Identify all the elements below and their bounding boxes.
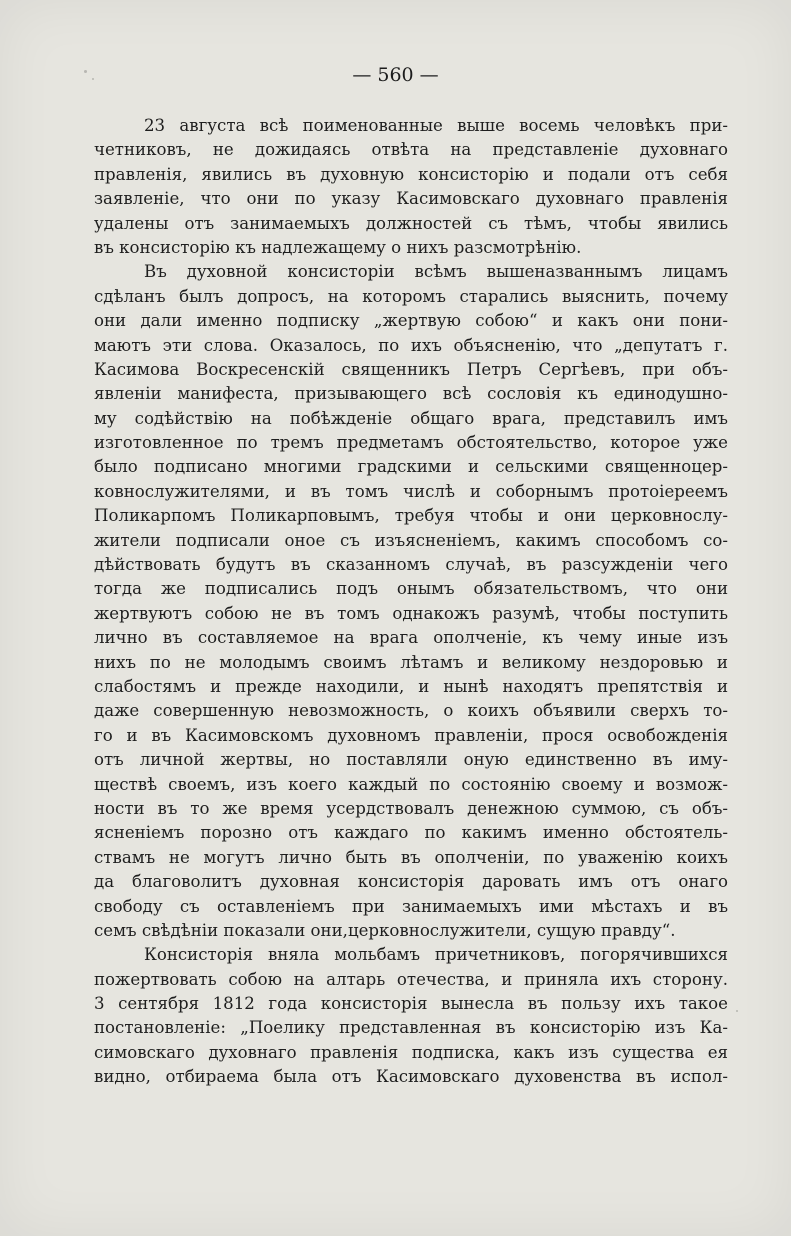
body-text <box>94 114 728 1090</box>
text-line: было подписано многими градскими и сельскими священноцер- <box>94 457 728 477</box>
text-line: ществѣ своемъ, изъ коего каждый по состоянію своему и возмож- <box>94 774 728 794</box>
text-line: постановленіе: „Поелику представленная въ консисторію изъ Ка- <box>94 1018 728 1038</box>
text-line: правленія, явились въ духовную консисторію и подали отъ себя <box>94 164 728 184</box>
paper-speck <box>736 1010 738 1012</box>
paragraph <box>94 943 728 1089</box>
text-line: отъ личной жертвы, но поставляли оную единственно въ иму- <box>94 750 728 770</box>
text-line: пожертвовать собою на алтарь отечества, и приняла ихъ сторону. <box>94 969 728 989</box>
text-line: Касимова Воскресенскій священникъ Петръ Сергѣевъ, при объ- <box>94 359 728 379</box>
text-line: ности въ то же время усердствовалъ денежною суммою, съ объ- <box>94 798 728 818</box>
text-line: 23 августа всѣ поименованные выше восемь человѣкъ при- <box>144 116 728 135</box>
text-line: ковнослужителями, и въ томъ числѣ и соборнымъ протоіереемъ <box>94 481 728 501</box>
text-line: дѣйствовать будутъ въ сказанномъ случаѣ, въ разсужденіи чего <box>94 555 728 575</box>
paragraph <box>94 114 728 260</box>
text-line: нихъ по не молодымъ своимъ лѣтамъ и великому нездоровью и <box>94 652 728 672</box>
text-line: видно, отбираема была отъ Касимовскаго духовенства въ испол- <box>94 1067 728 1087</box>
text-line: да благоволитъ духовная консисторія даровать имъ отъ онаго <box>94 872 728 892</box>
text-line: семъ свѣдѣніи показали они,церковнослужители, сущую правду“. <box>94 920 676 940</box>
text-line: ясненіемъ порозно отъ каждаго по какимъ именно обстоятель- <box>94 823 728 843</box>
text-line: даже совершенную невозможность, о коихъ объявили сверхъ то- <box>94 701 728 721</box>
text-line: заявленіе, что они по указу Касимовскаго духовнаго правленія <box>94 189 728 209</box>
paragraph <box>94 260 728 943</box>
text-line: явленіи манифеста, призывающего всѣ сословія къ единодушно- <box>94 384 728 404</box>
text-line: сдѣланъ былъ допросъ, на которомъ старались выяснить, почему <box>94 286 728 306</box>
text-line: Поликарпомъ Поликарповымъ, требуя чтобы и они церковнослу- <box>94 506 728 526</box>
text-line: ствамъ не могутъ лично быть въ ополченіи, по уваженію коихъ <box>94 847 728 867</box>
text-line: му содѣйствію на побѣжденіе общаго врага, представилъ имъ <box>94 408 728 428</box>
text-line: Консисторія вняла мольбамъ причетниковъ, погорячившихся <box>144 945 728 965</box>
text-line: они дали именно подписку „жертвую собою“ и какъ они пони- <box>94 311 728 331</box>
text-line: симовскаго духовнаго правленія подписка, какъ изъ существа ея <box>94 1042 728 1062</box>
text-line: четниковъ, не дожидаясь отвѣта на представленіе духовнаго <box>94 140 728 160</box>
text-line: удалены отъ занимаемыхъ должностей съ тѣмъ, чтобы явились <box>94 213 728 233</box>
text-line: го и въ Касимовскомъ духовномъ правленіи, прося освобожденія <box>94 725 728 745</box>
text-line: маютъ эти слова. Оказалось, по ихъ объясненію, что „депутатъ г. <box>94 335 728 355</box>
text-line: изготовленное по тремъ предметамъ обстоятельство, которое уже <box>94 433 728 453</box>
text-line: свободу съ оставленіемъ при занимаемыхъ ими мѣстахъ и въ <box>94 896 728 916</box>
text-line: слабостямъ и прежде находили, и нынѣ находятъ препятствія и <box>94 676 728 696</box>
text-line: лично въ составляемое на врага ополченіе, къ чему иные изъ <box>94 628 728 648</box>
text-line: жертвуютъ собою не въ томъ однакожъ разумѣ, чтобы поступить <box>94 603 728 623</box>
text-line: Въ духовной консисторіи всѣмъ вышеназваннымъ лицамъ <box>144 262 728 282</box>
page-number: — 560 — <box>352 64 439 86</box>
text-line: 3 сентября 1812 года консисторія вынесла въ пользу ихъ такое <box>94 994 728 1014</box>
text-line: въ консисторію къ надлежащему о нихъ разсмотрѣнію. <box>94 237 582 257</box>
text-line: жители подписали оное съ изъясненіемъ, какимъ способомъ со- <box>94 530 728 550</box>
text-line: тогда же подписались подъ онымъ обязательствомъ, что они <box>94 579 728 599</box>
